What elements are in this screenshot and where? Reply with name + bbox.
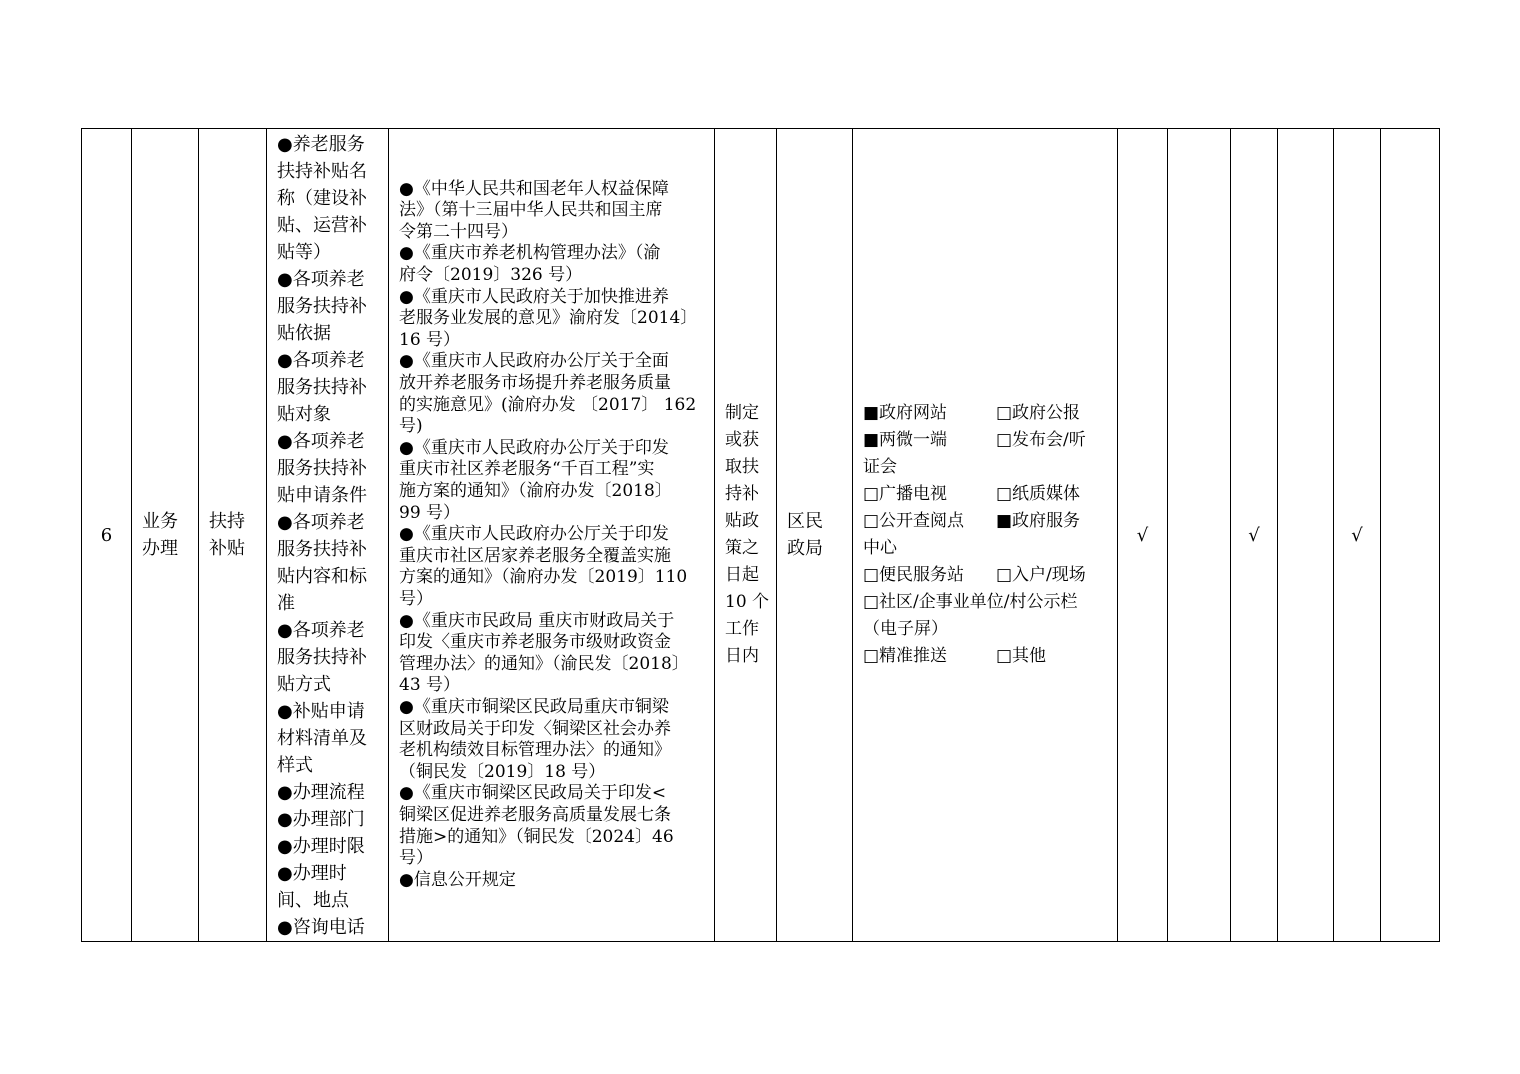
- check-cell: [1278, 129, 1334, 942]
- basis-line: 铜梁区促进养老服务高质量发展七条: [399, 804, 671, 825]
- department-line: 政局: [787, 538, 823, 559]
- channel-option: □广播电视: [863, 484, 948, 504]
- time-limit-line: 制定: [725, 403, 759, 423]
- time-limit-line: 日起: [725, 565, 759, 585]
- content-item-line: 贴内容和标: [277, 566, 367, 587]
- time-limit-line: 10 个: [725, 592, 770, 612]
- basis-line: ●《重庆市人民政府办公厅关于印发: [399, 524, 669, 545]
- basis-line: ●《重庆市养老机构管理办法》（渝: [399, 243, 661, 264]
- content-item-line: ●办理部门: [277, 809, 365, 830]
- content-item-line: 称（建设补: [277, 188, 367, 209]
- content-item-line: ●各项养老: [277, 350, 365, 371]
- content-item-line: ●各项养老: [277, 512, 365, 533]
- content-items-cell: [267, 129, 389, 942]
- content-item-line: 贴依据: [277, 323, 331, 344]
- check-cell: √: [1231, 129, 1278, 942]
- department-cell: [777, 129, 853, 942]
- content-item-line: 服务扶持补: [277, 377, 367, 398]
- basis-line: 区财政局关于印发〈铜梁区社会办养: [399, 718, 671, 739]
- basis-line: 府令〔2019〕326 号）: [399, 265, 583, 286]
- basis-line: 号): [399, 416, 423, 437]
- channel-option: ■政府服务: [996, 511, 1081, 531]
- basis-line: 老服务业发展的意见》渝府发〔2014〕: [399, 308, 698, 329]
- content-item-line: 贴等）: [277, 242, 331, 263]
- channel-row: [863, 427, 1117, 454]
- channel-option: □入户/现场: [996, 565, 1086, 585]
- category-line: 业务: [142, 511, 178, 532]
- channel-option: □其他: [996, 646, 1047, 666]
- basis-cell: [389, 129, 715, 942]
- content-item-line: ●各项养老: [277, 620, 365, 641]
- channel-option: ■两微一端: [863, 430, 948, 450]
- basis-line: （铜民发〔2019〕18 号）: [399, 761, 606, 782]
- time-limit-line: 持补: [725, 484, 759, 504]
- content-item-line: 服务扶持补: [277, 647, 367, 668]
- row-number: 6: [82, 129, 132, 942]
- basis-line: 措施>的通知》（铜民发〔2024〕46: [399, 826, 674, 847]
- time-limit-line: 日内: [725, 646, 759, 666]
- content-item-line: ●各项养老: [277, 269, 365, 290]
- channel-row: [863, 589, 1117, 616]
- channel-option: ■政府网站: [863, 403, 948, 423]
- time-limit-cell: [715, 129, 777, 942]
- content-item-line: 扶持补贴名: [277, 161, 367, 182]
- content-item-line: 贴申请条件: [277, 485, 367, 506]
- content-item-line: 贴对象: [277, 404, 331, 425]
- category-cell: [132, 129, 199, 942]
- content-item-line: 准: [277, 593, 295, 614]
- channel-option: □精准推送: [863, 646, 948, 666]
- content-item-line: 贴方式: [277, 674, 331, 695]
- basis-line: 重庆市社区养老服务“千百工程”实: [399, 459, 655, 480]
- channel-row: [863, 535, 1117, 562]
- basis-line: 印发〈重庆市养老服务市级财政资金: [399, 632, 671, 653]
- channel-row: [863, 454, 1117, 481]
- department-line: 区民: [787, 511, 823, 532]
- basis-line: 99 号）: [399, 502, 461, 523]
- content-item-line: 材料清单及: [277, 728, 367, 749]
- channel-option: □发布会/听: [996, 430, 1086, 450]
- basis-line: ●《重庆市人民政府办公厅关于全面: [399, 351, 669, 372]
- channel-option: □便民服务站: [863, 565, 965, 585]
- category-line: 办理: [142, 538, 178, 559]
- basis-line: 的实施意见》(渝府办发 〔2017〕 162: [399, 394, 697, 415]
- check-cell: [1168, 129, 1231, 942]
- channel-option: 中心: [863, 538, 897, 558]
- basis-line: 放开养老服务市场提升养老服务质量: [399, 373, 671, 394]
- channel-row: [863, 562, 1117, 589]
- channel-row: [863, 616, 1117, 643]
- time-limit-line: 贴政: [725, 511, 759, 531]
- content-item-line: 服务扶持补: [277, 458, 367, 479]
- basis-line: ●《重庆市民政局 重庆市财政局关于: [399, 610, 675, 631]
- content-item-line: ●办理流程: [277, 782, 365, 803]
- check-cell: [1381, 129, 1440, 942]
- basis-line: 施方案的通知》（渝府办发〔2018〕: [399, 481, 672, 502]
- basis-line: 重庆市社区居家养老服务全覆盖实施: [399, 545, 671, 566]
- basis-line: 法》（第十三届中华人民共和国主席: [399, 200, 663, 221]
- content-item-line: ●办理时: [277, 863, 347, 884]
- channel-option: □政府公报: [996, 403, 1081, 423]
- basis-line: ●《重庆市铜梁区民政局关于印发<: [399, 783, 667, 804]
- time-limit-line: 或获: [725, 430, 759, 450]
- basis-line: 16 号）: [399, 329, 461, 350]
- subcategory-line: 补贴: [209, 538, 245, 559]
- content-item-line: ●办理时限: [277, 836, 365, 857]
- basis-line: 43 号）: [399, 675, 461, 696]
- channel-row: [863, 508, 1117, 535]
- channel-option: □纸质媒体: [996, 484, 1081, 504]
- time-limit-line: 取扶: [725, 457, 759, 477]
- subcategory-cell: [199, 129, 267, 942]
- check-cell: √: [1118, 129, 1168, 942]
- content-item-line: 间、地点: [277, 890, 349, 911]
- content-item-line: ●养老服务: [277, 134, 365, 155]
- basis-line: ●《重庆市人民政府关于加快推进养: [399, 286, 669, 307]
- content-item-line: ●各项养老: [277, 431, 365, 452]
- basis-line: 管理办法〉的通知》（渝民发〔2018〕: [399, 653, 689, 674]
- time-limit-line: 策之: [725, 538, 759, 558]
- channel-row: [863, 481, 1117, 508]
- content-item-line: 服务扶持补: [277, 539, 367, 560]
- time-limit-line: 工作: [725, 619, 759, 639]
- channel-row: [863, 643, 1117, 670]
- channel-option: □公开查阅点: [863, 511, 965, 531]
- channel-option: 证会: [863, 457, 897, 477]
- channel-option: （电子屏）: [863, 619, 948, 639]
- check-cell: √: [1334, 129, 1381, 942]
- basis-line: ●《中华人民共和国老年人权益保障: [399, 178, 669, 199]
- channel-row: [863, 400, 1117, 427]
- channels-cell: [853, 129, 1118, 942]
- basis-line: 方案的通知》（渝府办发〔2019〕110: [399, 567, 688, 588]
- basis-line: ●《重庆市铜梁区民政局重庆市铜梁: [399, 696, 669, 717]
- table-row: [82, 129, 1440, 942]
- content-item-line: ●补贴申请: [277, 701, 365, 722]
- basis-line: 老机构绩效目标管理办法〉的通知》: [399, 740, 671, 761]
- basis-line: ●信息公开规定: [399, 869, 516, 890]
- basis-line: 号）: [399, 848, 433, 869]
- disclosure-table: [81, 128, 1440, 942]
- content-item-line: ●咨询电话: [277, 917, 365, 938]
- content-item-line: 样式: [277, 755, 313, 776]
- subcategory-line: 扶持: [209, 511, 245, 532]
- basis-line: ●《重庆市人民政府办公厅关于印发: [399, 437, 669, 458]
- basis-line: 令第二十四号）: [399, 221, 518, 242]
- content-item-line: 贴、运营补: [277, 215, 367, 236]
- content-item-line: 服务扶持补: [277, 296, 367, 317]
- basis-line: 号）: [399, 588, 433, 609]
- channel-option: □社区/企事业单位/村公示栏: [863, 592, 1078, 612]
